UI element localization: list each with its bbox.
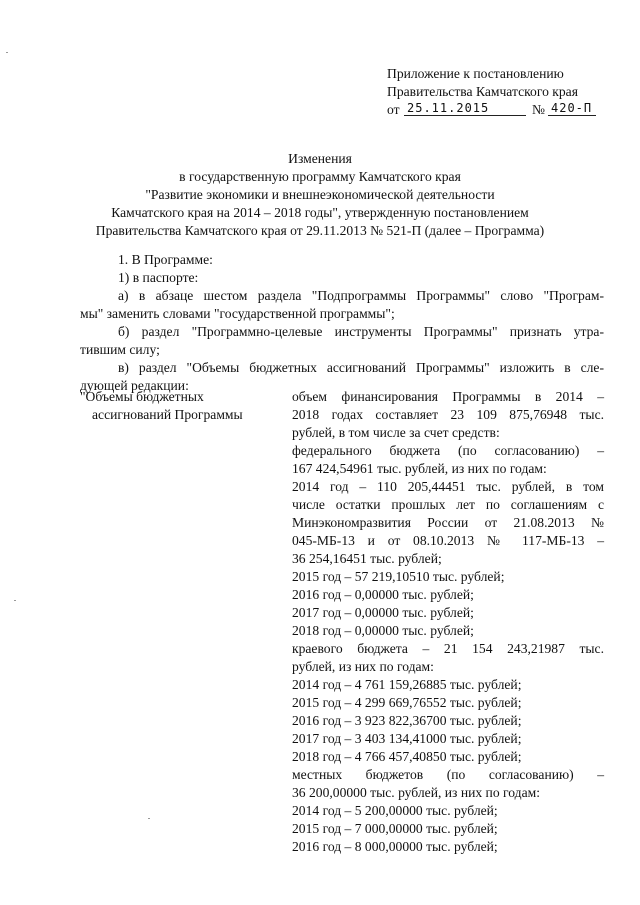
appendix-date-value: 25.11.2015 (407, 101, 490, 115)
table-right-line: 2014 год – 4 761 159,26885 тыс. рублей; (292, 677, 522, 692)
table-right-line: рублей, в том числе за счет средств: (292, 425, 500, 440)
appendix-number-label: № (532, 102, 545, 117)
table-right-line: 2018 годах составляет 23 109 875,76948 тыс. (292, 407, 604, 422)
table-right-line: 2016 год – 0,00000 тыс. рублей; (292, 587, 474, 602)
table-right-line: федерального бюджета (по согласованию) – (292, 443, 604, 458)
title-line-3: "Развитие экономики и внешнеэкономической деятельности (145, 187, 495, 202)
paragraph-1: 1. В Программе: (118, 252, 213, 267)
paragraph-4-line-1: б) раздел "Программно-целевые инструменты Программы" признать утра- (118, 324, 604, 339)
table-right-line: 2014 год – 5 200,00000 тыс. рублей; (292, 803, 498, 818)
paragraph-5-line-2: дующей редакции: (80, 378, 189, 393)
table-right-line: краевого бюджета – 21 154 243,21987 тыс. (292, 641, 604, 656)
table-right-line: местных бюджетов (по согласованию) – (292, 767, 604, 782)
table-right-line: 36 200,00000 тыс. рублей, из них по годам: (292, 785, 540, 800)
table-right-line: 36 254,16451 тыс. рублей; (292, 551, 442, 566)
table-right-line: 2014 год – 110 205,44451 тыс. рублей, в том (292, 479, 604, 494)
table-right-line: 045-МБ-13 и от 08.10.2013 № 117-МБ-13 – (292, 533, 604, 548)
table-right-line: 2015 год – 4 299 669,76552 тыс. рублей; (292, 695, 522, 710)
appendix-line-2: Правительства Камчатского края (387, 84, 578, 99)
title-line-4: Камчатского края на 2014 – 2018 годы", утвержденную постановлением (111, 205, 529, 220)
title-line-5: Правительства Камчатского края от 29.11.2013 № 521-П (далее – Программа) (95, 223, 545, 238)
scan-dot (6, 52, 8, 53)
table-right-line: 2018 год – 4 766 457,40850 тыс. рублей; (292, 749, 522, 764)
title-line-1: Изменения (288, 151, 352, 166)
table-right-line: рублей, из них по годам: (292, 659, 434, 674)
table-right-line: 2015 год – 57 219,10510 тыс. рублей; (292, 569, 505, 584)
table-right-line: 2017 год – 3 403 134,41000 тыс. рублей; (292, 731, 522, 746)
table-right-line: 2016 год – 3 923 822,36700 тыс. рублей; (292, 713, 522, 728)
table-right-line: объем финансирования Программы в 2014 – (292, 389, 604, 404)
paragraph-3-line-1: а) в абзаце шестом раздела "Подпрограммы Программы" слово "Програм- (118, 288, 604, 303)
table-right-line: Минэкономразвития России от 21.08.2013 № (292, 515, 604, 530)
table-left-line-1: "Объемы бюджетных (80, 389, 204, 404)
table-right-line: 2017 год – 0,00000 тыс. рублей; (292, 605, 474, 620)
title-line-2: в государственную программу Камчатского края (179, 169, 461, 184)
table-right-line: 2016 год – 8 000,00000 тыс. рублей; (292, 839, 498, 854)
paragraph-4-line-2: тившим силу; (80, 342, 160, 357)
scan-dot (14, 600, 16, 601)
paragraph-2: 1) в паспорте: (118, 270, 199, 285)
table-right-line: 167 424,54961 тыс. рублей, из них по годам: (292, 461, 547, 476)
table-right-line: 2018 год – 0,00000 тыс. рублей; (292, 623, 474, 638)
table-left-line-2: ассигнований Программы (92, 407, 243, 422)
table-right-line: числе остатки прошлых лет по соглашениям с (292, 497, 604, 512)
appendix-number-value: 420-П (551, 101, 593, 115)
table-right-line: 2015 год – 7 000,00000 тыс. рублей; (292, 821, 498, 836)
appendix-date-label: от (387, 102, 400, 117)
paragraph-3-line-2: мы" заменить словами "государственной программы"; (80, 306, 395, 321)
appendix-line-1: Приложение к постановлению (387, 66, 564, 81)
paragraph-5-line-1: в) раздел "Объемы бюджетных ассигнований Программы" изложить в сле- (118, 360, 604, 375)
scan-dot (148, 818, 150, 819)
